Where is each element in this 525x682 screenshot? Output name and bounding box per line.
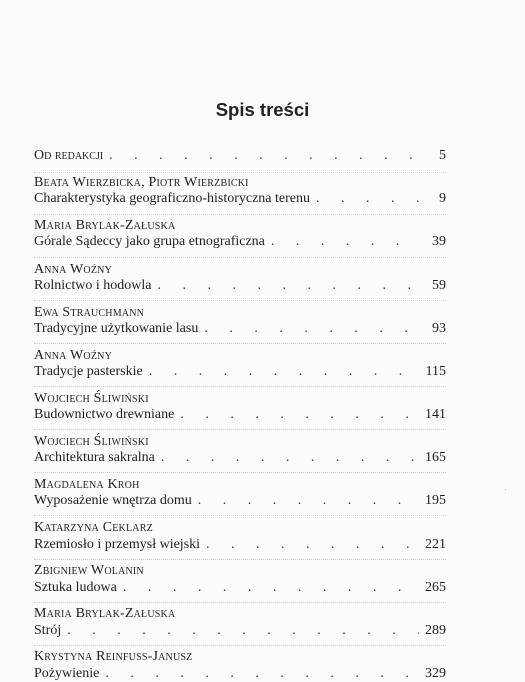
toc-entry-title: Górale Sądeccy jako grupa etnograficzna [34, 234, 265, 249]
toc-page-number: 289 [425, 623, 446, 638]
toc-entry [34, 623, 446, 639]
toc-entry [34, 321, 446, 337]
leader-dots [105, 666, 419, 682]
toc-entry-title: Sztuka ludowa [34, 580, 117, 595]
divider [34, 645, 446, 646]
toc-page-number: 39 [432, 234, 446, 249]
toc-entry [34, 407, 446, 423]
leader-dots [206, 537, 419, 553]
toc-entry-title: Od redakcji [34, 148, 104, 163]
toc-entry [34, 148, 446, 164]
leader-dots [316, 191, 420, 207]
divider [34, 515, 446, 516]
toc-entry-title: Rzemiosło i przemysł wiejski [34, 537, 201, 552]
divider [34, 472, 446, 473]
divider [34, 602, 446, 603]
toc-page-number: 165 [425, 450, 446, 465]
toc-entry-author: Anna Woźny [34, 262, 113, 277]
toc-entry-title: Strój [34, 623, 62, 638]
divider [34, 172, 446, 173]
toc-entry-author: Zbigniew Wolanin [34, 563, 144, 578]
toc-page-number: 59 [432, 278, 446, 293]
toc-entry-title: Pożywienie [34, 666, 100, 681]
toc-entry [34, 364, 446, 380]
leader-dots [204, 321, 420, 337]
toc-page-number: 265 [425, 580, 446, 595]
divider [34, 386, 446, 387]
toc-entry [34, 278, 446, 294]
page-title: Spis treści [215, 99, 310, 120]
toc-entry [34, 191, 446, 207]
toc-page-number: 329 [425, 666, 446, 681]
toc-page-number: 221 [425, 537, 446, 552]
toc-entry [34, 666, 446, 682]
toc-entry-author: Magdalena Kroh [34, 477, 140, 492]
toc-entry-title: Rolnictwo i hodowla [34, 278, 152, 293]
leader-dots [271, 234, 420, 250]
toc-entry-author: Maria Brylak-Załuska [34, 218, 176, 233]
divider [34, 214, 446, 215]
toc-entry-author: Wojciech Śliwiński [34, 434, 149, 449]
toc-entry-author: Maria Brylak-Załuska [34, 606, 176, 621]
toc-entry-title: Budownictwo drewniane [34, 407, 175, 422]
leader-dots [180, 407, 419, 423]
toc-page-number: 141 [425, 407, 446, 422]
toc-page-number: 9 [439, 191, 446, 206]
toc-entry-title: Architektura sakralna [34, 450, 155, 465]
toc-entry-author: Anna Woźny [34, 348, 113, 363]
leader-dots [109, 148, 420, 164]
toc-entry-title: Tradycje pasterskie [34, 364, 143, 379]
toc-entry-title: Tradycyjne użytkowanie lasu [34, 321, 199, 336]
toc-entry-author: Ewa Strauchmann [34, 305, 145, 320]
toc-page-number: 195 [425, 493, 446, 508]
leader-dots [149, 364, 420, 380]
divider [34, 343, 446, 344]
toc-entry [34, 537, 446, 553]
toc-page-number: 115 [425, 364, 446, 379]
leader-dots [198, 493, 419, 509]
leader-dots [161, 450, 419, 466]
toc-entry-author: Krystyna Reinfuss-Janusz [34, 649, 193, 664]
toc-entry [34, 580, 446, 596]
leader-dots [123, 580, 419, 596]
divider [34, 257, 446, 258]
toc-page-number: 5 [439, 148, 446, 163]
leader-dots [67, 623, 419, 639]
toc-entry [34, 450, 446, 466]
divider [34, 300, 446, 301]
leader-dots [157, 278, 420, 294]
divider [34, 429, 446, 430]
toc-entry-title: Charakterystyka geograficzno-historyczna terenu [34, 191, 310, 206]
toc-entry [34, 234, 446, 250]
toc-entry-author: Beata Wierzbicka, Piotr Wierzbicki [34, 175, 249, 190]
toc-entry [34, 493, 446, 509]
divider [34, 559, 446, 560]
toc-page-number: 93 [432, 321, 446, 336]
scan-speck [505, 489, 506, 490]
toc-entry-title: Wyposażenie wnętrza domu [34, 493, 192, 508]
toc-entry-author: Katarzyna Ceklarz [34, 520, 153, 535]
toc-entry-author: Wojciech Śliwiński [34, 391, 149, 406]
